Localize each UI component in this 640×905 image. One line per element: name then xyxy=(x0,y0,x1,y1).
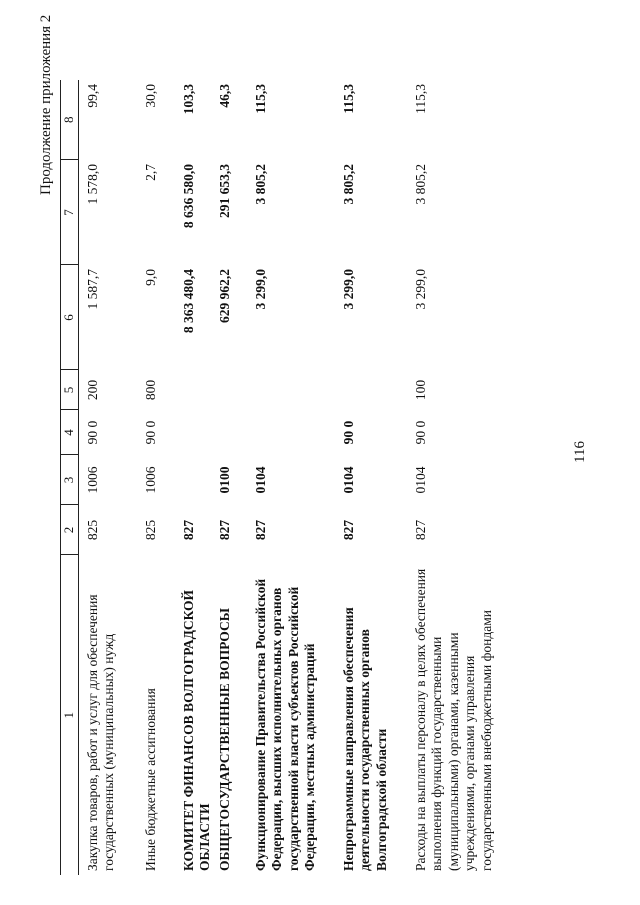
table-row xyxy=(341,80,413,875)
cell-expense-type xyxy=(181,370,217,410)
appendix-continuation-note: Продолжение приложения 2 xyxy=(38,14,54,195)
cell-planned: 1 587,7 xyxy=(84,269,100,310)
cell-target-code xyxy=(217,410,253,455)
row-name: Расходы на выплаты персоналу в целях обеспечения выполнения функций государственными (муниципальными) органами, казенными учреждениями, органами управления государственными внебюджетными фондами xyxy=(412,568,494,871)
column-header: 6 xyxy=(61,265,79,370)
cell-planned: 8 363 480,4 xyxy=(180,269,196,334)
cell-expense-type xyxy=(253,370,341,410)
budget-table xyxy=(60,80,505,875)
row-name: ОБЩЕГОСУДАРСТВЕННЫЕ ВОПРОСЫ xyxy=(216,608,232,871)
cell-target-code xyxy=(253,410,341,455)
column-header: 7 xyxy=(61,160,79,265)
cell-admin-code: 827 xyxy=(216,519,232,541)
cell-percent: 115,3 xyxy=(252,84,268,114)
cell-admin-code: 827 xyxy=(340,519,356,541)
cell-section-code: 1006 xyxy=(84,466,100,494)
cell-planned: 3 299,0 xyxy=(412,269,428,310)
table-row xyxy=(181,80,217,875)
cell-admin-code: 825 xyxy=(142,519,158,541)
row-name: Функционирование Правительства Российской Федерации, высших исполнительных органов государственной власти субъектов Российской Федерации, местных администраций xyxy=(252,578,318,871)
cell-percent: 115,3 xyxy=(340,84,356,114)
column-header: 5 xyxy=(61,370,79,410)
cell-percent: 30,0 xyxy=(142,84,158,108)
row-name: Иные бюджетные ассигнования xyxy=(142,688,158,871)
cell-admin-code: 827 xyxy=(412,519,428,541)
cell-executed: 8 636 580,0 xyxy=(180,164,196,229)
cell-admin-code: 827 xyxy=(180,519,196,541)
table-row xyxy=(413,80,505,875)
cell-executed: 1 578,0 xyxy=(84,164,100,205)
table-row xyxy=(217,80,253,875)
cell-executed: 3 805,2 xyxy=(412,164,428,205)
cell-target-code xyxy=(181,410,217,455)
cell-section-code xyxy=(181,455,217,505)
cell-percent: 103,3 xyxy=(180,84,196,115)
cell-section-code: 0104 xyxy=(252,466,268,494)
table-row xyxy=(253,80,341,875)
cell-target-code: 90 0 xyxy=(84,420,100,445)
column-header: 4 xyxy=(61,410,79,455)
table-header-row xyxy=(61,80,79,875)
row-name: КОМИТЕТ ФИНАНСОВ ВОЛГОГРАДСКОЙ ОБЛАСТИ xyxy=(180,589,213,871)
cell-executed: 3 805,2 xyxy=(340,164,356,205)
cell-section-code: 0100 xyxy=(216,466,232,494)
table-row xyxy=(85,80,143,875)
cell-section-code: 0104 xyxy=(340,466,356,494)
row-name: Закупка товаров, работ и услуг для обеспечения государственных (муниципальных) нужд xyxy=(84,594,117,871)
cell-target-code: 90 0 xyxy=(412,420,428,445)
cell-executed: 3 805,2 xyxy=(252,164,268,205)
column-header: 1 xyxy=(61,555,79,875)
cell-expense-type: 800 xyxy=(142,379,158,401)
column-header: 8 xyxy=(61,80,79,160)
column-header: 3 xyxy=(61,455,79,505)
cell-planned: 3 299,0 xyxy=(340,269,356,310)
cell-expense-type: 100 xyxy=(412,379,428,401)
column-header: 2 xyxy=(61,505,79,555)
row-name: Непрограммные направления обеспечения деятельности государственных органов Волгоградской области xyxy=(340,607,389,871)
cell-section-code: 0104 xyxy=(412,466,428,494)
cell-planned: 3 299,0 xyxy=(252,269,268,310)
cell-expense-type xyxy=(341,370,413,410)
cell-expense-type: 200 xyxy=(84,379,100,401)
page-number: 116 xyxy=(572,441,588,463)
cell-planned: 629 962,2 xyxy=(216,269,232,323)
cell-expense-type xyxy=(217,370,253,410)
cell-percent: 46,3 xyxy=(216,84,232,108)
table-row xyxy=(143,80,181,875)
cell-percent: 115,3 xyxy=(412,84,428,114)
cell-planned: 9,0 xyxy=(142,269,158,286)
cell-admin-code: 825 xyxy=(84,519,100,541)
cell-percent: 99,4 xyxy=(84,84,100,108)
cell-section-code: 1006 xyxy=(142,466,158,494)
cell-admin-code: 827 xyxy=(252,519,268,541)
cell-target-code: 90 0 xyxy=(340,420,356,445)
cell-executed: 291 653,3 xyxy=(216,164,232,218)
cell-target-code: 90 0 xyxy=(142,420,158,445)
cell-executed: 2,7 xyxy=(142,164,158,181)
